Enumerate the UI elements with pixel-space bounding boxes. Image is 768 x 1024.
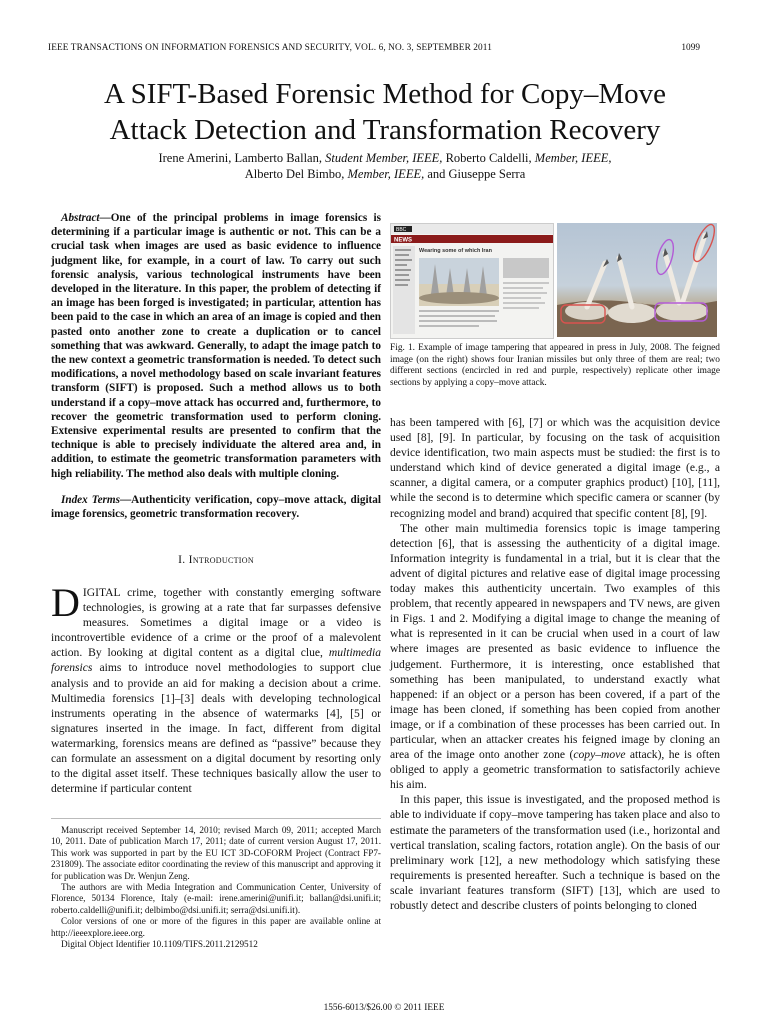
paragraph: In this paper, this issue is investigated, and the proposed method is able to individuate if copy–move tampering has taken place and also to estimate the parameters of the transformation used (i.e., horizontal and vertical translation, scaling factors, rotation angle). On the basis of our preliminary work [12], a new methodology which satisfying these requirements is presented hereafter. Such a technique is based on the scale invariant features transform (SIFT) [13], which are used to robustly detect and describe clusters of points belonging to cloned bbox=[390, 793, 720, 912]
author-list bbox=[40, 150, 730, 182]
index-terms-label: Index Terms bbox=[61, 494, 120, 506]
title-line-2: Attack Detection and Transformation Recovery bbox=[109, 114, 661, 146]
drop-cap: D bbox=[51, 580, 80, 625]
intro-text-cont: aims to introduce novel methodologies to support clue analysis and to provide an aid for making a decision about a crime. Multimedia forensics [1]–[3] deals with developing technological instruments operating in the absence of watermarks [4], [5] or signatures inserted in the image. In fact, different from digital watermarking, forensics means are defined as “passive” because they can formulate an assessment on a digital document by resorting only to the digital asset itself. These techniques basically allow the user to determine if particular content bbox=[51, 661, 381, 796]
paragraph bbox=[390, 521, 720, 793]
author-name: Alberto Del Bimbo, bbox=[244, 167, 345, 181]
news-headline: Wearing some of which Iran bbox=[419, 248, 492, 254]
index-terms bbox=[51, 493, 381, 521]
abstract-label: Abstract bbox=[61, 212, 100, 224]
news-tab: NEWS bbox=[394, 237, 412, 244]
paper-title bbox=[40, 76, 730, 148]
paragraph-text: The other main multimedia forensics topic is image tampering detection [6], that is assessing the authenticity of a digital image. Information integrity is fundamental in a trial, but it is clear that the advent of digital pictures and relative ease of digital image processing today makes this authenticity uncertain. Two examples of this problem, that recently appeared in newspapers and TV news, are given in Figs. 1 and 2. Modifying a digital image to change the meaning of what is represented in it can be crucial when used in a court of law where images are presented as basic evidence to influence the judgement. Furthermore, it is interesting, once established that something has been manipulated, to understand exactly what happened: if an object or a person has been covered, if a part of the image has been cloned, if something has been copied from another image, or if a combination of these processes has been carried out. In particular, when an attacker creates his feigned image by cloning an area of the image onto another zone ( bbox=[390, 521, 720, 762]
figure-1 bbox=[390, 223, 717, 337]
page-number: 1099 bbox=[681, 43, 700, 53]
footnotes bbox=[51, 825, 381, 950]
author-name: Lamberto Ballan, bbox=[234, 151, 322, 165]
copyright-footer: 1556-6013/$26.00 © 2011 IEEE bbox=[323, 1003, 445, 1013]
title-line-1: A SIFT-Based Forensic Method for Copy–Move bbox=[104, 78, 666, 110]
section-title: Introduction bbox=[188, 553, 254, 566]
author-line-2 bbox=[40, 166, 730, 182]
intro-emphasis: multimedia forensics bbox=[51, 646, 381, 675]
abstract bbox=[51, 211, 381, 481]
author-role: Member, IEEE, bbox=[534, 151, 612, 165]
author-role: Member, IEEE, bbox=[347, 167, 425, 181]
intro-paragraph bbox=[51, 580, 381, 796]
author-conjunction: and bbox=[427, 167, 446, 181]
figure-caption: Fig. 1. Example of image tampering that appeared in press in July, 2008. The feigned image (on the right) shows four Iranian missiles but only three of them are real; two different sections (encircled in red and purple, respectively) replicate other image sections by applying a copy–move attack. bbox=[390, 343, 720, 388]
footnote-affiliation: The authors are with Media Integration and Communication Center, University of Florence, 50134 Florence, Italy (e-mail: irene.amerini@unifi.it; ballan@dsi.unifi.it; roberto.caldelli@unifi.it; delbimbo@dsi.unifi.it; serra@dsi.unifi.it). bbox=[51, 882, 381, 915]
news-logo: BBC bbox=[396, 227, 407, 234]
tampered-missile-image bbox=[557, 223, 717, 337]
section-number: I. bbox=[178, 553, 186, 566]
footnote-divider bbox=[51, 818, 381, 819]
section-heading bbox=[51, 553, 381, 566]
footnote-manuscript: Manuscript received September 14, 2010; revised March 09, 2011; accepted March 10, 2011. Date of publication March 17, 2011; date of current version August 17, 2011. This work was supported in part by the EU ICT 3D-COFORM Project (Contract FP7-231809). The associate editor coordinating the review of this manuscript and approving it for publication was Dr. Wenjun Zeng. bbox=[51, 825, 381, 881]
running-header: IEEE TRANSACTIONS ON INFORMATION FORENSICS AND SECURITY, VOL. 6, NO. 3, SEPTEMBER 2011 bbox=[48, 43, 492, 53]
footnote-color: Color versions of one or more of the figures in this paper are available online at http://ieeexplore.ieee.org. bbox=[51, 916, 381, 938]
footnote-doi: Digital Object Identifier 10.1109/TIFS.2011.2129512 bbox=[61, 939, 258, 950]
abstract-text: —One of the principal problems in image forensics is determining if a particular image is authentic or not. This can be a crucial task when images are used as basic evidence to influence judgment like, for example, in a court of law. To carry out such forensic analysis, various technological instruments have been developed in the literature. In this paper, the problem of detecting if an image has been forged is investigated; in particular, attention has been paid to the case in which an area of an image is copied and then pasted onto another zone to create a duplication or to cancel something that was awkward. Generally, to adapt the image patch to the new context a geometric transformation is needed. To detect such modifications, a novel methodology based on scale invariant features transform (SIFT) is proposed. Such a method allows us to both understand if a copy–move attack has occurred and, furthermore, to recover the geometric transformation used to perform cloning. Extensive experimental results are presented to confirm that the technique is able to precisely individuate the altered area and, in addition, to estimate the geometric transformation parameters with high reliability. The method also deals with multiple cloning. bbox=[51, 212, 381, 480]
index-terms-text: —Authenticity verification, copy–move attack, digital image forensics, geometric transformation recovery. bbox=[51, 494, 381, 521]
right-column-text bbox=[390, 415, 720, 913]
paragraph-text-cont: attack), he is often obliged to apply a geometric transformation to satisfactorily achieve his aim. bbox=[390, 748, 721, 792]
paragraph: has been tampered with [6], [7] or which was the acquisition device used [8], [9]. In particular, by focusing on the task of acquisition device identification, two main aspects must be studied: the first is to understand which kind of device generated a digital image (e.g., a scanner, a digital camera, or a computer graphics product) [10], [11], while the second is to determine which specific camera or scanner (by recognizing model and brand) acquired that specific content [8], [9]. bbox=[390, 416, 720, 520]
missile-scene-illustration bbox=[557, 223, 717, 337]
author-name: Roberto Caldelli, bbox=[445, 151, 532, 165]
news-page-illustration bbox=[391, 224, 553, 338]
copy-move-emphasis: copy–move bbox=[573, 748, 626, 762]
intro-text: IGITAL crime, together with constantly emerging software technologies, is growing at a rate that far surpasses defensive measures. Sometimes a digital image or a video is incontrovertible evidence of a crime or the proof of a malevolent action. By looking at digital content as a digital clue, bbox=[51, 586, 381, 660]
author-name: Irene Amerini, bbox=[158, 151, 232, 165]
author-name: Giuseppe Serra bbox=[448, 167, 526, 181]
author-role: Student Member, IEEE, bbox=[325, 151, 443, 165]
author-line-1 bbox=[40, 150, 730, 166]
news-screenshot-image bbox=[390, 223, 554, 339]
